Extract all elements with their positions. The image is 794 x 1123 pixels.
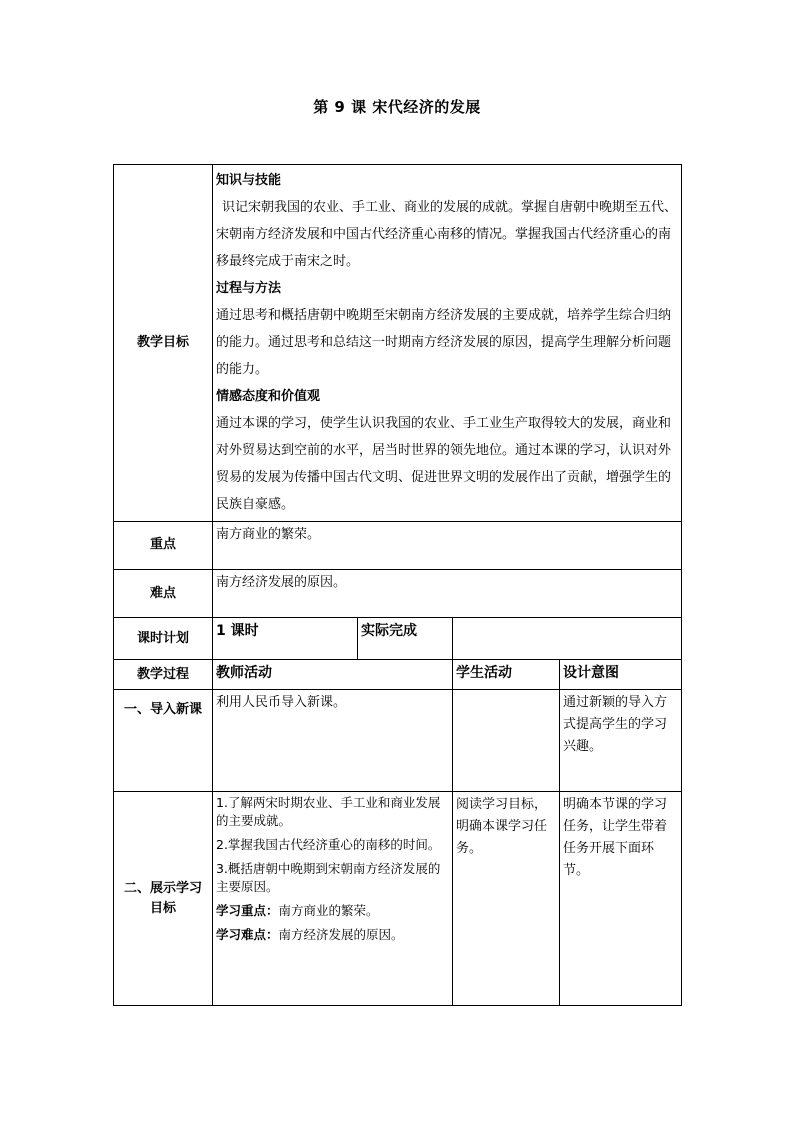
objective-heading-process: 过程与方法 [216,281,282,296]
teacher-item: 1.了解两宋时期农业、手工业和商业发展的主要成就。 [216,795,441,829]
objective-text-emotion: 通过本课的学习，使学生认识我国的农业、手工业生产取得较大的发展，商业和对外贸易达到空前的水平，居当时世界的领先地位。通过本课的学习，认识对外贸易的发展为传播中国古代文明、促进世界文明的发展作出了贡献，增强学生的民族自豪感。 [216,416,672,512]
learning-difficulty [216,926,448,944]
objective-text-knowledge: 识记宋朝我国的农业、手工业、商业的发展的成就。掌握自唐朝中晚期至五代、宋朝南方经济发展和中国古代经济重心南移的情况。掌握我国古代经济重心的南移最终完成于南宋之时。 [216,200,678,269]
objectives-row [114,165,682,522]
objective-text-process: 通过思考和概括唐朝中晚期至宋朝南方经济发展的主要成就，培养学生综合归纳的能力。通过思考和总结这一时期南方经济发展的原因，提高学生理解分析问题的能力。 [216,308,672,377]
step-name: 一、导入新课 [114,690,213,792]
objective-heading-knowledge: 知识与技能 [216,173,282,188]
schedule-value: 1 课时 [213,618,358,660]
objectives-content [213,165,682,522]
step-design: 通过新颖的导入方式提高学生的学习兴趣。 [560,690,682,792]
difficulty-value-inline: 南方经济发展的原因。 [278,927,404,943]
process-header-row [114,660,682,690]
actual-completion-value [453,618,682,660]
page-title: 第 9 课 宋代经济的发展 [313,98,481,116]
difficulty-label: 难点 [114,569,213,617]
difficulty-label-inline: 学习难点： [216,927,279,943]
design-header: 设计意图 [560,660,682,690]
objective-heading-emotion: 情感态度和价值观 [216,389,321,404]
difficulty-value: 南方经济发展的原因。 [213,569,682,617]
teacher-header: 教师活动 [213,660,453,690]
schedule-label: 课时计划 [114,618,213,660]
lesson-plan-table [113,164,682,1006]
focus-value: 南方商业的繁荣。 [278,903,379,919]
step-teacher [213,792,453,1006]
step-design: 明确本节课的学习任务，让学生带着任务开展下面环节。 [560,792,682,1006]
step-name: 二、展示学习目标 [114,792,213,1006]
step-row-2 [114,792,682,1006]
schedule-row [114,618,682,660]
focus-label: 学习重点： [216,903,279,919]
step-student [453,690,560,792]
step-student: 阅读学习目标，明确本课学习任务。 [453,792,560,1006]
difficulty-row [114,569,682,617]
student-header: 学生活动 [453,660,560,690]
step-teacher: 利用人民币导入新课。 [213,690,453,792]
learning-focus [216,902,448,920]
step-row-1 [114,690,682,792]
key-point-value: 南方商业的繁荣。 [213,521,682,569]
key-point-row [114,521,682,569]
objectives-label: 教学目标 [114,165,213,522]
process-header: 教学过程 [114,660,213,690]
teacher-item: 3.概括唐朝中晚期到宋朝南方经济发展的主要原因。 [216,861,441,895]
key-point-label: 重点 [114,521,213,569]
teacher-item: 2.掌握我国古代经济重心的南移的时间。 [216,837,441,853]
actual-completion-label: 实际完成 [358,618,453,660]
